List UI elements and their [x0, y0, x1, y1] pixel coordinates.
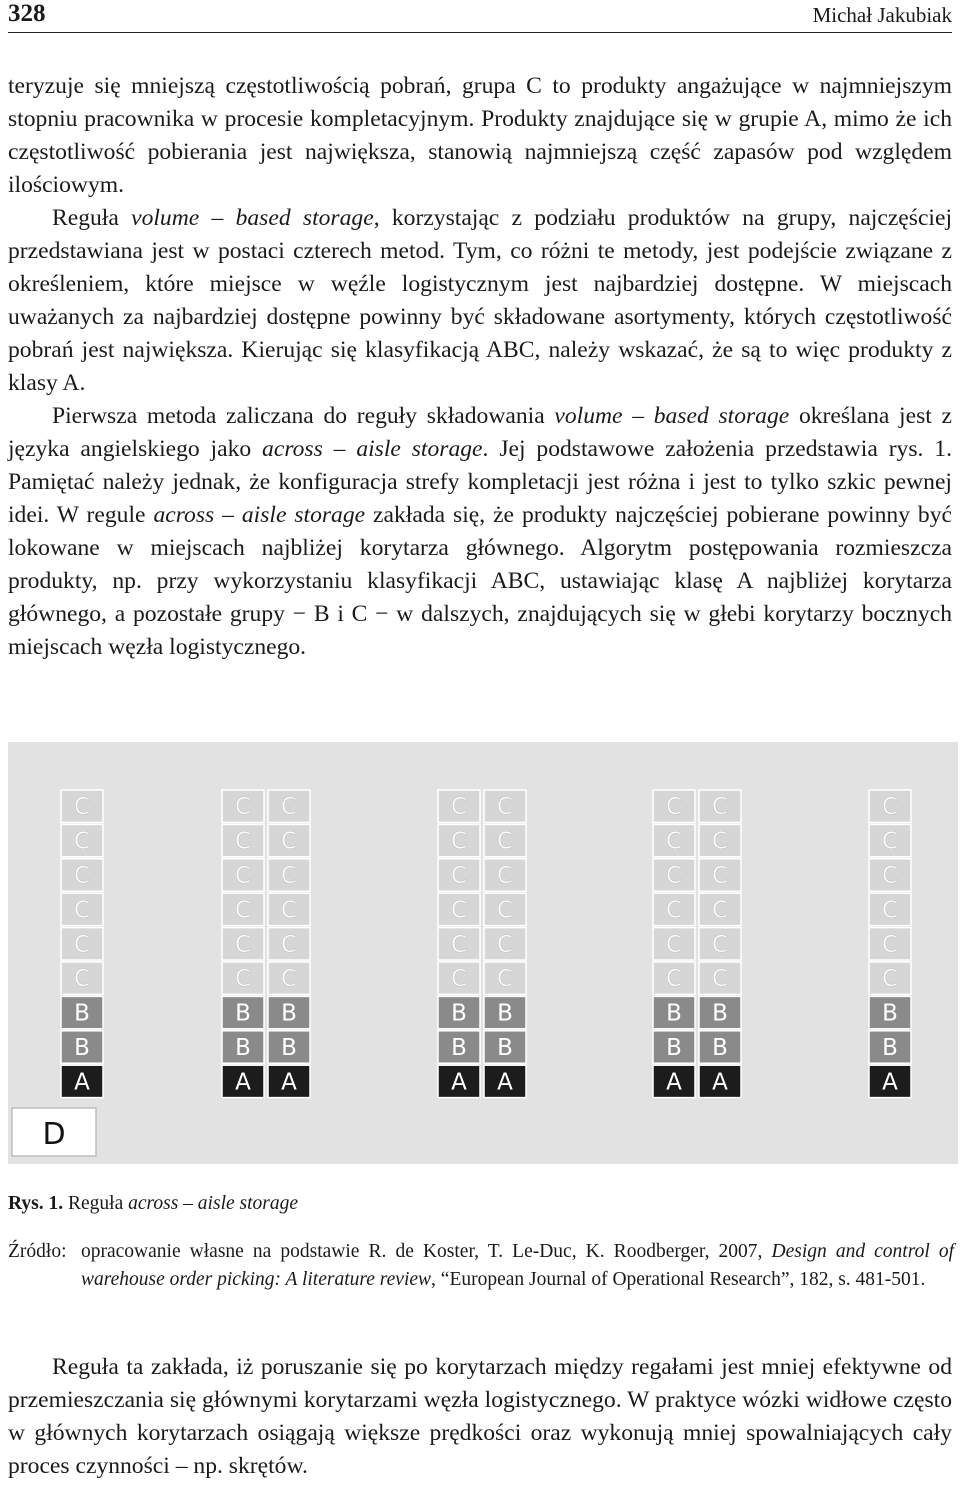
rack-cell-label: C [234, 966, 252, 993]
rack-cell-c [869, 928, 911, 960]
rack-cell-a [222, 1065, 264, 1097]
rack-cell-label: C [496, 863, 514, 889]
rack-cell-c [268, 893, 310, 925]
rack-cell-label: A [712, 1069, 728, 1096]
rack-cell-label: C [280, 931, 298, 958]
rack-cell-label: A [666, 1069, 682, 1096]
rack-cell-label: C [450, 828, 468, 855]
rack-cell-b [699, 996, 741, 1028]
rack-cell-c [653, 893, 695, 925]
rack-cell-label: B [451, 1000, 467, 1027]
rack-cell-label: B [497, 1000, 513, 1027]
rack-cell-label: B [882, 1000, 898, 1027]
rack-cell-label: C [234, 828, 252, 855]
rack-cell-c [699, 859, 741, 891]
rack-cell-c [438, 962, 480, 994]
rack-cell-label: C [496, 966, 514, 993]
rack-cell-label: B [451, 1035, 467, 1061]
rack-cell-label: C [665, 863, 683, 889]
running-author: Michał Jakubiak [812, 3, 952, 27]
rack-cell-label: C [496, 828, 514, 855]
rack-cell-label: B [712, 1035, 728, 1061]
rack-cell-label: C [665, 897, 683, 924]
rack-cell-c [869, 893, 911, 925]
page-number: 328 [8, 0, 46, 27]
rack-cell-label: A [281, 1069, 297, 1096]
rack-cell-b [653, 996, 695, 1028]
source-label: Źródło: [8, 1241, 67, 1262]
paragraph-1: teryzuje się mniejszą częstotliwością pobrań, grupa C to produkty angażujące w najmniejszym stopniu pracownika w procesie kompletacyjnym. Produkty znajdujące się w grupie A, mimo że ich częstotliwość pobierania jest największa, stanowią najmniejszą część zapasów pod względem ilościowym. [8, 73, 952, 198]
rack-cell-c [438, 859, 480, 891]
rack-cell-label: C [881, 931, 899, 958]
rack-cell-c [61, 824, 103, 856]
rack-cell-b [438, 1031, 480, 1063]
rack-cell-label: C [73, 794, 91, 821]
rack-cell-label: C [881, 897, 899, 924]
rack-cell-label: B [882, 1035, 898, 1061]
rack-cell-label: C [280, 966, 298, 993]
rack-cell-b [484, 996, 526, 1028]
rack-cell-c [653, 790, 695, 822]
rack-cell-label: C [234, 897, 252, 924]
rack-cell-label: C [881, 966, 899, 993]
rack-cell-label: C [496, 931, 514, 958]
page-header [8, 0, 952, 33]
rack-cell-c [699, 962, 741, 994]
rack-cell-label: A [497, 1069, 513, 1096]
depot-box [12, 1108, 96, 1156]
rack-cell-label: B [74, 1000, 90, 1027]
rack-cell-label: C [881, 828, 899, 855]
rack-cell-label: C [280, 794, 298, 821]
rack-cell-label: C [450, 794, 468, 821]
rack-cell-label: C [73, 931, 91, 958]
rack-cell-label: C [450, 966, 468, 993]
rack-cell-c [61, 962, 103, 994]
rack-cell-c [222, 893, 264, 925]
rack-cell-b [268, 996, 310, 1028]
rack-cell-c [699, 824, 741, 856]
rack-cell-c [438, 893, 480, 925]
rack-cell-c [653, 928, 695, 960]
rack-cell-label: C [711, 966, 729, 993]
rack-cell-c [699, 893, 741, 925]
rack-cell-label: C [234, 931, 252, 958]
rack-cell-c [268, 824, 310, 856]
rack-cell-label: C [73, 966, 91, 993]
rack-cell-label: B [281, 1000, 297, 1027]
rack-cell-label: C [665, 828, 683, 855]
rack-cell-label: C [665, 931, 683, 958]
rack-cell-c [268, 859, 310, 891]
rack-cell-c [653, 962, 695, 994]
figure-caption: Rys. 1. Reguła across – aisle storage [8, 1193, 299, 1214]
rack-cell-c [653, 859, 695, 891]
rack-cell-b [222, 1031, 264, 1063]
rack-cell-a [438, 1065, 480, 1097]
rack-cell-c [222, 928, 264, 960]
main-text-top [8, 70, 952, 664]
rack-cell-c [699, 928, 741, 960]
diagram-background [8, 742, 958, 1164]
rack-cell-b [61, 996, 103, 1028]
rack-cell-c [61, 893, 103, 925]
rack-cell-label: C [496, 897, 514, 924]
rack-cell-label: B [281, 1035, 297, 1061]
rack-cell-b [61, 1031, 103, 1063]
rack-cell-label: B [74, 1035, 90, 1061]
rack-cell-b [222, 996, 264, 1028]
rack-cell-c [484, 824, 526, 856]
rack-cell-label: C [711, 897, 729, 924]
rack-cell-c [222, 824, 264, 856]
figure-source [8, 1238, 954, 1294]
rack-cell-c [869, 824, 911, 856]
rack-cell-label: C [496, 794, 514, 821]
rack-cell-a [653, 1065, 695, 1097]
rack-cell-c [438, 928, 480, 960]
rack-cell-c [484, 928, 526, 960]
rack-cell-label: B [497, 1035, 513, 1061]
rack-cell-b [484, 1031, 526, 1063]
rack-cell-label: C [711, 931, 729, 958]
rack-cell-a [61, 1065, 103, 1097]
rack-cell-label: A [451, 1069, 467, 1096]
rack-cell-label: A [235, 1069, 251, 1096]
rack-cell-a [699, 1065, 741, 1097]
rack-cell-c [268, 928, 310, 960]
rack-cell-c [484, 893, 526, 925]
depot-label: D [42, 1117, 66, 1152]
rack-cell-b [869, 996, 911, 1028]
rack-cell-label: C [234, 794, 252, 821]
rack-cell-c [438, 824, 480, 856]
figure-across-aisle-storage [8, 742, 958, 1164]
rack-cell-b [438, 996, 480, 1028]
rack-cell-c [222, 859, 264, 891]
rack-cell-a [869, 1065, 911, 1097]
rack-cell-label: C [280, 863, 298, 889]
source-text: opracowanie własne na podstawie R. de Koster, T. Le-Duc, K. Roodberger, 2007, Design and control of warehouse order picking: A literature review, “European Journal of Operational Research”, 182, s. 481-501. [81, 1241, 954, 1290]
rack-cell-label: C [234, 863, 252, 889]
rack-cell-label: C [73, 897, 91, 924]
rack-cell-label: C [280, 897, 298, 924]
rack-cell-c [61, 790, 103, 822]
rack-cell-label: C [450, 897, 468, 924]
rack-cell-c [869, 962, 911, 994]
rack-cell-c [484, 962, 526, 994]
rack-cell-label: A [74, 1069, 90, 1096]
rack-cell-c [869, 790, 911, 822]
rack-cell-label: C [665, 794, 683, 821]
rack-cell-b [869, 1031, 911, 1063]
rack-cell-b [699, 1031, 741, 1063]
rack-cell-c [268, 790, 310, 822]
rack-cell-c [484, 790, 526, 822]
rack-cell-label: C [450, 863, 468, 889]
rack-cell-label: A [882, 1069, 898, 1096]
rack-cell-b [268, 1031, 310, 1063]
rack-cell-b [653, 1031, 695, 1063]
rack-cell-c [222, 962, 264, 994]
paragraph-2: Reguła volume – based storage, korzystając z podziału produktów na grupy, najczęściej przedstawiana jest w postaci czterech metod. Tym, co różni te metody, jest podejście związane z określeniem, które miejsce w węźle logistycznym jest najbardziej dostępne. W miejscach uważanych za najbardziej dostępne powinny być składowane asortymenty, których częstotliwość pobrań jest największa. Kierując się klasyfikacją ABC, należy wskazać, że są to więc produkty z klasy A. [8, 205, 953, 396]
rack-cell-c [222, 790, 264, 822]
rack-cell-label: C [711, 863, 729, 889]
rack-cell-c [268, 962, 310, 994]
rack-cell-label: C [450, 931, 468, 958]
paragraph-3: Pierwsza metoda zaliczana do reguły składowania volume – based storage określana jest z języka angielskiego jako across – aisle storage. Jej podstawowe założenia przedstawia rys. 1. Pamiętać należy jednak, że konfiguracja strefy kompletacji jest różna i jest to tylko szkic pewnej idei. W regule across – aisle storage zakłada się, że produkty najczęściej pobierane powinny być lokowane w miejscach najbliżej korytarza głównego. Algorytm postępowania rozmieszcza produkty, np. przy wykorzystaniu klasyfikacji ABC, ustawiając klasę A najbliżej korytarza głównego, a pozostałe grupy − B i C − w dalszych, znajdujących się w głebi korytarzy bocznych miejscach węzła logistycznego. [8, 403, 952, 660]
rack-cell-c [438, 790, 480, 822]
rack-cell-label: C [881, 794, 899, 821]
rack-cell-label: C [711, 794, 729, 821]
rack-cell-a [268, 1065, 310, 1097]
rack-cell-c [699, 790, 741, 822]
rack-cell-label: B [235, 1000, 251, 1027]
rack-cell-label: C [73, 828, 91, 855]
rack-cell-label: C [73, 863, 91, 889]
rack-cell-a [484, 1065, 526, 1097]
rack-cell-label: B [666, 1000, 682, 1027]
rack-cell-label: B [235, 1035, 251, 1061]
rack-cell-c [653, 824, 695, 856]
rack-cell-label: C [280, 828, 298, 855]
rack-cell-label: C [665, 966, 683, 993]
rack-cell-label: C [881, 863, 899, 889]
rack-cell-label: B [712, 1000, 728, 1027]
rack-cell-c [484, 859, 526, 891]
paragraph-4: Reguła ta zakłada, iż poruszanie się po korytarzach między regałami jest mniej efektywne od przemieszczania się głównymi korytarzami węzła logistycznego. W praktyce wózki widłowe często w głównych korytarzach osiągają większe prędkości oraz wykonują mniej spowalniających cały proces czynności – np. skrętów. [8, 1354, 952, 1479]
rack-cell-label: C [711, 828, 729, 855]
rack-cell-label: B [666, 1035, 682, 1061]
warehouse-layout-diagram [8, 742, 958, 1164]
rack-cell-c [61, 928, 103, 960]
rack-cell-c [869, 859, 911, 891]
rack-cell-c [61, 859, 103, 891]
